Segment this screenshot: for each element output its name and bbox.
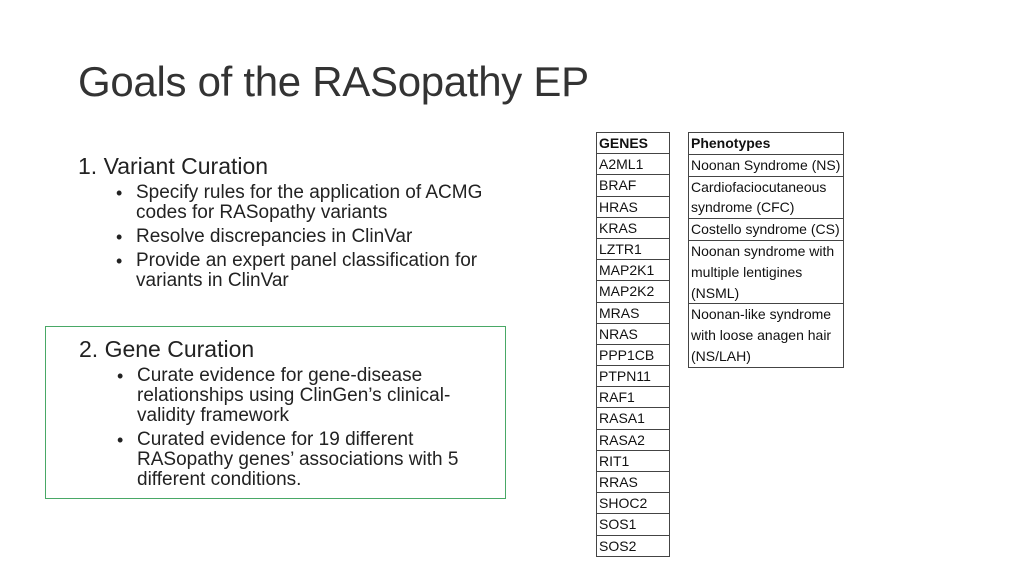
phenotypes-table xyxy=(688,132,844,368)
phenotype-cell: Cardiofaciocutaneous syndrome (CFC) xyxy=(689,176,844,219)
gene-cell: MAP2K1 xyxy=(597,260,670,281)
variant-curation-heading: 1. Variant Curation xyxy=(78,153,269,179)
bullet-icon: • xyxy=(116,251,123,271)
gene-cell: A2ML1 xyxy=(597,154,670,175)
phenotype-cell: Noonan syndrome with multiple lentigines (NSML) xyxy=(689,240,844,303)
gene-cell: RASA1 xyxy=(597,408,670,429)
bullet-item xyxy=(117,430,497,490)
gene-cell: SOS2 xyxy=(597,535,670,556)
gene-cell: RRAS xyxy=(597,472,670,493)
bullet-icon: • xyxy=(116,183,123,203)
bullet-item xyxy=(116,251,496,291)
gene-curation-box xyxy=(45,326,506,499)
gene-cell: RAF1 xyxy=(597,387,670,408)
gene-cell: KRAS xyxy=(597,217,670,238)
gene-cell: BRAF xyxy=(597,175,670,196)
gene-cell: MRAS xyxy=(597,302,670,323)
gene-curation-bullets xyxy=(117,366,497,490)
gene-cell: SOS1 xyxy=(597,514,670,535)
gene-cell: MAP2K2 xyxy=(597,281,670,302)
gene-cell: RASA2 xyxy=(597,429,670,450)
bullet-item xyxy=(116,227,496,247)
gene-cell: PTPN11 xyxy=(597,366,670,387)
bullet-text: Provide an expert panel classification for variants in ClinVar xyxy=(136,250,478,291)
bullet-text: Resolve discrepancies in ClinVar xyxy=(136,226,413,247)
phenotype-cell: Costello syndrome (CS) xyxy=(689,219,844,241)
gene-curation-heading: 2. Gene Curation xyxy=(79,336,255,362)
gene-cell: PPP1CB xyxy=(597,344,670,365)
phenotype-cell: Noonan-like syndrome with loose anagen hair (NS/LAH) xyxy=(689,304,844,367)
gene-cell: NRAS xyxy=(597,323,670,344)
gene-cell: SHOC2 xyxy=(597,493,670,514)
bullet-icon: • xyxy=(116,227,123,247)
variant-curation-section xyxy=(78,152,498,295)
gene-cell: RIT1 xyxy=(597,450,670,471)
variant-curation-bullets xyxy=(116,183,496,291)
genes-table xyxy=(596,132,670,557)
phenotypes-header: Phenotypes xyxy=(689,133,844,155)
gene-cell: HRAS xyxy=(597,196,670,217)
gene-cell: LZTR1 xyxy=(597,238,670,259)
bullet-text: Curated evidence for 19 different RASopathy genes’ associations with 5 different conditions. xyxy=(137,429,459,490)
bullet-text: Specify rules for the application of ACMG codes for RASopathy variants xyxy=(136,182,483,223)
bullet-item xyxy=(116,183,496,223)
genes-header: GENES xyxy=(597,133,670,154)
bullet-text: Curate evidence for gene-disease relationships using ClinGen’s clinical-validity framework xyxy=(137,365,451,426)
bullet-item xyxy=(117,366,497,426)
bullet-icon: • xyxy=(117,430,124,450)
phenotype-cell: Noonan Syndrome (NS) xyxy=(689,154,844,176)
slide-title: Goals of the RASopathy EP xyxy=(78,58,589,105)
bullet-icon: • xyxy=(117,366,124,386)
